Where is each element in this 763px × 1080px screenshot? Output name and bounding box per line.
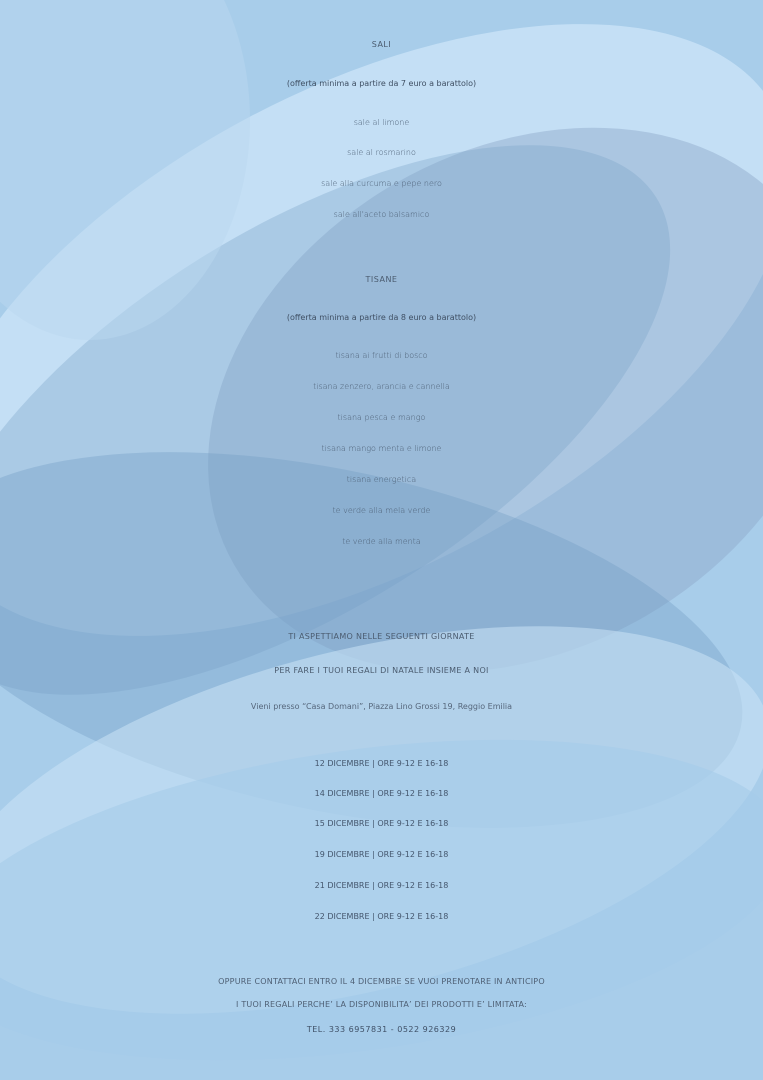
- date-row: 12 DICEMBRE | ORE 9-12 E 16-18: [314, 759, 449, 768]
- date-row: 21 DICEMBRE | ORE 9-12 E 16-18: [314, 881, 449, 890]
- date-row: 15 DICEMBRE | ORE 9-12 E 16-18: [314, 819, 449, 828]
- location-text: Vieni presso “Casa Domani”, Piazza Lino Grossi 19, Reggio Emilia: [250, 702, 513, 711]
- sali-title: SALI: [371, 40, 392, 49]
- tisane-item: te verde alla mela verde: [332, 506, 431, 515]
- sali-item: sale al limone: [353, 118, 410, 127]
- invite-line-2: PER FARE I TUOI REGALI DI NATALE INSIEME A NOI: [274, 666, 489, 675]
- tisane-item: tisana energetica: [346, 475, 417, 484]
- date-row: 14 DICEMBRE | ORE 9-12 E 16-18: [314, 789, 449, 798]
- tisane-item: tisana mango menta e limone: [321, 444, 442, 453]
- date-row: 22 DICEMBRE | ORE 9-12 E 16-18: [314, 912, 449, 921]
- sali-item: sale all'aceto balsamico: [333, 210, 430, 219]
- tisane-item: tisana ai frutti di bosco: [335, 351, 428, 360]
- date-row: 19 DICEMBRE | ORE 9-12 E 16-18: [314, 850, 449, 859]
- tisane-subtitle: (offerta minima a partire da 8 euro a barattolo): [286, 313, 477, 322]
- tisane-item: tisana pesca e mango: [337, 413, 426, 422]
- telephone-numbers: TEL. 333 6957831 - 0522 926329: [306, 1025, 457, 1034]
- invite-line-1: TI ASPETTIAMO NELLE SEGUENTI GIORNATE: [288, 632, 475, 641]
- contact-note-2: I TUOI REGALI PERCHE’ LA DISPONIBILITA’ DEI PRODOTTI E’ LIMITATA:: [236, 1000, 527, 1009]
- tisane-item: tisana zenzero, arancia e cannella: [313, 382, 450, 391]
- contact-note-1: OPPURE CONTATTACI ENTRO IL 4 DICEMBRE SE VUOI PRENOTARE IN ANTICIPO: [218, 977, 545, 986]
- tisane-title: TISANE: [365, 275, 398, 284]
- tisane-item: te verde alla menta: [342, 537, 421, 546]
- sali-item: sale al rosmarino: [347, 148, 416, 157]
- sali-item: sale alla curcuma e pepe nero: [321, 179, 442, 188]
- sali-subtitle: (offerta minima a partire da 7 euro a barattolo): [286, 79, 477, 88]
